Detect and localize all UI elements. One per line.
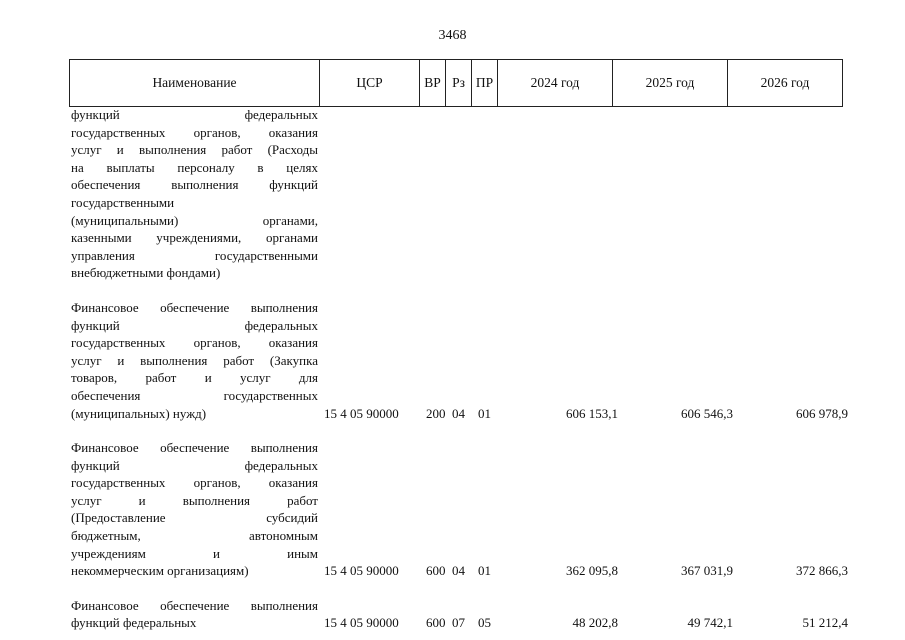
cell-2024: 362 095,8 [566,563,618,579]
cell-rz: 04 [452,405,465,421]
cell-2025: 606 546,3 [681,405,733,421]
page-number: 3468 [438,28,467,43]
cell-2026: 372 866,3 [796,563,848,579]
row-name-line: государственными [71,194,175,210]
cell-vr: 600 [426,615,446,631]
row-gap [69,422,851,439]
cell-vr: 200 [426,405,446,421]
cell-2025: 49 742,1 [687,615,733,631]
row-name-line: (муниципальными) органами, [71,212,318,228]
table-body [69,106,851,632]
cell-2026: 606 978,9 [796,405,848,421]
cell-csr: 15 4 05 90000 [324,405,399,421]
row-name-line: (муниципальных) нужд) [71,405,207,421]
row-name-line: услуг и выполнения работ (Закупка [71,352,318,368]
row-name [69,597,318,632]
table-header [69,59,843,107]
row-name-line: управления государственными [71,247,318,263]
table-row [69,106,851,282]
row-name-line: Финансовое обеспечение выполнения [71,440,318,456]
header-2026: 2026 год [728,60,843,107]
row-name-line: обеспечения государственных [71,387,318,403]
cell-csr: 15 4 05 90000 [324,563,399,579]
table-row [69,299,851,422]
row-name-line: функций федеральных [71,317,318,333]
cell-2024: 48 202,8 [572,615,618,631]
row-name [69,299,318,422]
row-name-line: государственных органов, оказания [71,475,318,491]
cell-pr: 01 [478,563,491,579]
cell-pr: 05 [478,615,491,631]
cell-csr: 15 4 05 90000 [324,615,399,631]
row-name-line: внебюджетными фондами) [71,265,221,281]
cell-vr: 600 [426,563,446,579]
header-rz: Рз [446,60,472,107]
row-name-line: услуг и выполнения работ [71,492,318,508]
header-2024: 2024 год [498,60,613,107]
row-gap [69,580,851,597]
row-name-line: государственных органов, оказания [71,124,318,140]
row-name [69,106,318,282]
row-name-line: товаров, работ и услуг для [71,370,318,386]
row-name-line: на выплаты персоналу в целях [71,159,318,175]
row-name-line: Финансовое обеспечение выполнения [71,597,318,613]
row-name-line: функций федеральных [71,457,318,473]
row-name-line: функций федеральных [71,107,318,122]
cell-2024: 606 153,1 [566,405,618,421]
header-2025: 2025 год [613,60,728,107]
row-name-line: учреждениям и иным [71,545,318,561]
row-name-line: государственных органов, оказания [71,335,318,351]
row-name-line: некоммерческим организациям) [71,563,249,579]
cell-pr: 01 [478,405,491,421]
row-name-line: обеспечения выполнения функций [71,177,318,193]
header-vr: ВР [420,60,446,107]
cell-2026: 51 212,4 [802,615,848,631]
row-name-line: функций федеральных [71,615,197,631]
row-name-line: услуг и выполнения работ (Расходы [71,142,318,158]
row-name-line: казенными учреждениями, органами [71,230,318,246]
row-name-line: (Предоставление субсидий [71,510,318,526]
row-name-line: бюджетным, автономным [71,528,318,544]
cell-2025: 367 031,9 [681,563,733,579]
header-pr: ПР [472,60,498,107]
row-name [69,439,318,580]
header-csr: ЦСР [320,60,420,107]
header-name: Наименование [70,60,320,107]
cell-rz: 04 [452,563,465,579]
row-gap [69,282,851,299]
table-row [69,597,851,632]
table-row [69,439,851,580]
row-name-line: Финансовое обеспечение выполнения [71,299,318,315]
cell-rz: 07 [452,615,465,631]
